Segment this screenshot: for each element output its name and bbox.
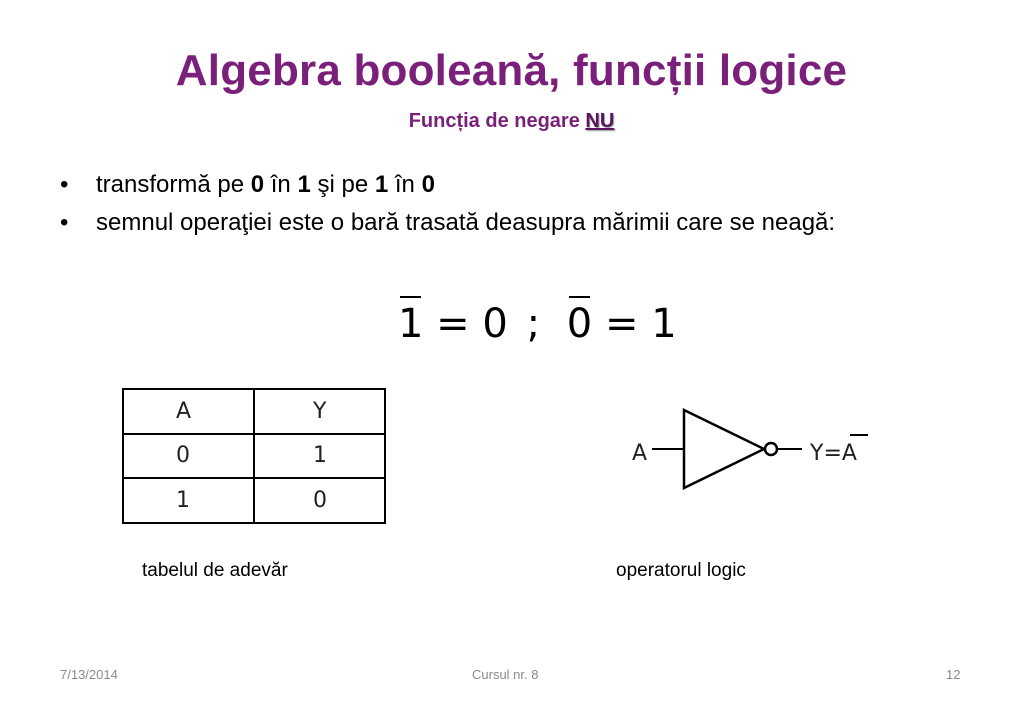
slide-title: Algebra booleană, funcții logice	[175, 46, 848, 95]
bullet-text: semnul operaţiei este o bară trasată deasupra mărimii care se neagă:	[96, 209, 836, 236]
gate-input-label: A	[632, 441, 648, 466]
formula-result-zero: 0	[482, 301, 508, 347]
subtitle-highlight: NU	[585, 110, 615, 132]
gate-caption: operatorul logic	[616, 560, 746, 581]
footer-page-number: 12	[946, 667, 961, 682]
subtitle-prefix: Funcția de negare	[408, 110, 586, 132]
footer-course: Cursul nr. 8	[472, 667, 539, 682]
bullet-marker: •	[60, 171, 69, 198]
bullet-text-part: şi pe	[310, 171, 375, 198]
truth-table	[122, 388, 386, 524]
formula-result-one: 1	[651, 301, 677, 347]
formula-separator: ;	[526, 301, 541, 347]
bullet-bold-value: 1	[297, 171, 311, 198]
table-cell: 0	[254, 478, 385, 523]
formula-negated-one: 1	[398, 296, 423, 352]
formula-equals: =	[436, 301, 470, 347]
table-cell: 0	[123, 434, 254, 479]
slide-subtitle	[0, 110, 1023, 133]
table-caption: tabelul de adevăr	[142, 560, 288, 581]
bullet-bold-value: 1	[374, 171, 389, 198]
bullet-text-part: transformă pe	[96, 171, 251, 198]
bullet-item	[58, 208, 938, 238]
negation-formula	[398, 296, 677, 352]
table-cell: 1	[123, 478, 254, 523]
bullet-bold-value: 0	[421, 171, 435, 198]
table-row	[123, 434, 385, 479]
bullet-text-part: în	[388, 171, 422, 198]
bullet-marker: •	[60, 209, 69, 236]
table-header-y: Y	[254, 389, 385, 434]
inversion-bubble-icon	[765, 443, 777, 455]
footer-date: 7/13/2014	[60, 667, 118, 682]
not-gate-triangle-icon	[684, 410, 764, 488]
bullet-list	[58, 170, 938, 246]
formula-equals: =	[604, 301, 639, 347]
gate-output-label: Y=A	[810, 441, 857, 466]
table-header-a: A	[123, 389, 254, 434]
not-gate-diagram	[628, 404, 878, 494]
bullet-item	[58, 170, 938, 200]
bullet-text-part: în	[264, 171, 298, 198]
formula-negated-zero: 0	[567, 296, 592, 352]
table-cell: 1	[254, 434, 385, 479]
table-row	[123, 478, 385, 523]
bullet-bold-value: 0	[250, 171, 265, 198]
table-header-row	[123, 389, 385, 434]
